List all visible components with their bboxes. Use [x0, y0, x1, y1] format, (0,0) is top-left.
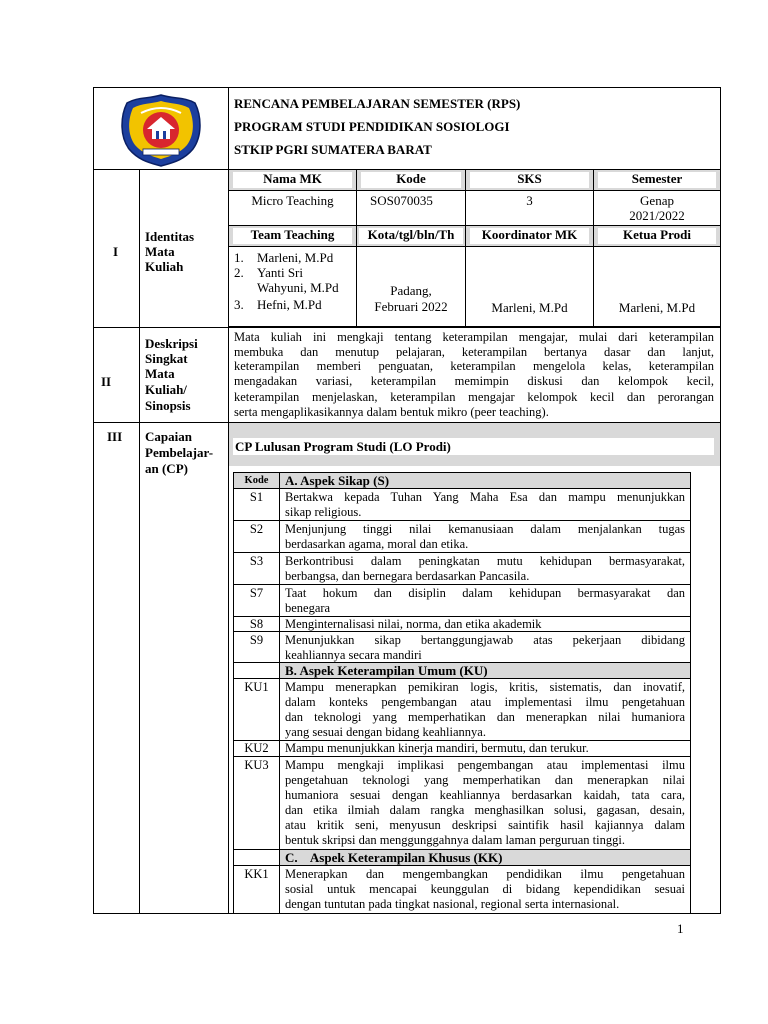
row-code-s8: S8 [249, 617, 264, 631]
cp-title: CP Lulusan Program Studi (LO Prodi) [235, 439, 451, 454]
team-item-2-name-line1: Yanti Sri [257, 265, 304, 280]
row-text-kk1-line1: Menerapkan dan mengembangkan pendidikan ilmu pengetahuan [285, 867, 685, 881]
team-item-2-name-line2: Wahyuni, M.Pd [257, 280, 339, 295]
identity-value-nama-mk: Micro Teaching [251, 193, 334, 208]
row-text-s3-line1: Berkontribusi dalam peningkatan mutu kehidupan bermasyarakat, [285, 554, 685, 568]
row-text-kk1-line2: sosial untuk mencapai keunggulan di bidang kependidikan sesuai [285, 882, 685, 896]
row-text-ku3-line3: humaniora sesuai dengan keahliannya berdasarkan kaidah, tata cara, [285, 788, 685, 802]
section2-label-line5: Sinopsis [145, 398, 191, 413]
section2-label-line1: Deskripsi [145, 336, 198, 351]
row-code-ku2: KU2 [244, 741, 269, 755]
description-line2: membuka dan menutup pelajaran, keterampilan bertanya dasar dan lanjut, [234, 345, 714, 359]
identity-value-sks: 3 [526, 193, 533, 208]
identity-header-koordinator: Koordinator MK [465, 225, 594, 247]
row-text-s9-line1: Menunjukkan sikap bertanggungjawab atas pekerjaan dibidang [285, 633, 685, 647]
identity-header-team-teaching: Team Teaching [228, 225, 357, 247]
row-code-s7: S7 [249, 586, 264, 600]
row-divider-1 [93, 327, 721, 328]
section2-label-line2: Singkat [145, 351, 188, 366]
kode-header: Kode [244, 475, 269, 486]
team-item-1-number: 1. [234, 250, 244, 265]
section1-number: I [113, 244, 119, 259]
team-item-3-name: Hefni, M.Pd [257, 297, 322, 312]
header-title-line1: RENCANA PEMBELAJARAN SEMESTER (RPS) [234, 96, 521, 111]
team-item-1-name: Marleni, M.Pd [257, 250, 334, 265]
section3-label-line3: an (CP) [145, 461, 188, 476]
row-code-kk1: KK1 [244, 867, 269, 881]
description-line4: mengadakan variasi, keterampilan memimpin diskusi dan kelompok kecil, [234, 374, 714, 388]
row-code-ku3: KU3 [244, 758, 269, 772]
description-line3: keterampilan memberi penguatan, keterampilan mengelola kelas, keterampilan [234, 359, 714, 373]
row-text-ku3-line5: atau kritik seni, menyusun deskripsi saintifik hasil kajiannya dalam [285, 818, 685, 832]
section2-label-line3: Mata [145, 366, 175, 381]
section3-number: III [107, 429, 123, 444]
row-code-s9: S9 [249, 633, 264, 647]
description-line1: Mata kuliah ini mengkaji tentang keterampilan mengajar, mulai dari keterampilan [234, 330, 714, 344]
identity-value-kode: SOS070035 [370, 193, 433, 208]
row-text-ku3-line4: dan etika ilmiah dalam rangka menghasilkan solusi, gagasan, desain, [285, 803, 685, 817]
kota-line1: Padang, [390, 283, 432, 298]
identity-header-nama-mk: Nama MK [228, 169, 357, 191]
header-title-line2: PROGRAM STUDI PENDIDIKAN SOSIOLOGI [234, 119, 510, 134]
row-text-kk1-line3: dengan tuntutan pada tingkat nasional, regional serta internasional. [285, 897, 620, 911]
header-title-line3: STKIP PGRI SUMATERA BARAT [234, 142, 432, 157]
row-text-ku1-line3: dan teknologi yang memperhatikan dan menerapkan nilai humaniora [285, 710, 685, 724]
row-text-ku3-line6: bentuk skripsi dan menggunggahnya dalam laman perguruan tinggi. [285, 833, 625, 847]
row-text-s3-line2: berbangsa, dan bernegara berdasarkan Pancasila. [285, 569, 530, 583]
row-text-s2-line1: Menjunjung tinggi nilai kemanusiaan dalam menjalankan tugas [285, 522, 685, 536]
row-code-s3: S3 [249, 554, 264, 568]
team-item-3-number: 3. [234, 297, 244, 312]
row-text-ku1-line4: yang sesuai dengan bidang keahliannya. [285, 725, 486, 739]
row-text-s8-line1: Menginternalisasi nilai, norma, dan etika akademik [285, 617, 542, 631]
row-text-s9-line2: keahliannya secara mandiri [285, 648, 422, 662]
koordinator-name: Marleni, M.Pd [491, 300, 568, 315]
team-item-2-number: 2. [234, 265, 244, 280]
section2-label-line4: Kuliah/ [145, 382, 187, 397]
row-text-ku3-line1: Mampu mengkaji implikasi pengembangan atau implementasi ilmu [285, 758, 685, 772]
group-a-title: A. Aspek Sikap (S) [285, 473, 390, 488]
row-code-s2: S2 [249, 522, 264, 536]
row-text-ku1-line2: dalam konteks pengembangan atau implementasi ilmu pengetahuan [285, 695, 685, 709]
kota-line2: Februari 2022 [374, 299, 448, 314]
row-text-s1-line2: sikap religious. [285, 505, 362, 519]
row-code-s1: S1 [249, 490, 264, 504]
group-c-title: C. Aspek Keterampilan Khusus (KK) [285, 850, 503, 865]
description-line6: serta mengaplikasikannya dalam bentuk mikro (peer teaching). [234, 405, 549, 419]
col-divider-a [139, 169, 140, 914]
group-b-title: B. Aspek Keterampilan Umum (KU) [285, 663, 488, 678]
page-number: 1 [677, 921, 684, 936]
description-line5: keterampilan menjelaskan, keterampilan mengajar kelompok kecil dan perorangan [234, 390, 714, 404]
identity-value-semester-line1: Genap [640, 193, 674, 208]
stkip-pgri-logo-icon [119, 93, 203, 167]
row-text-ku3-line2: pengetahuan teknologi yang memperhatikan dan menerapkan nilai [285, 773, 685, 787]
section1-label-line3: Kuliah [145, 259, 184, 274]
row-text-s7-line1: Taat hokum dan disiplin dalam kehidupan bermasyarakat dan [285, 586, 685, 600]
identity-header-kota: Kota/tgl/bln/Th [356, 225, 466, 247]
row-text-s7-line2: benegara [285, 601, 331, 615]
identity-value-semester-line2: 2021/2022 [629, 208, 685, 223]
row-text-ku2-line1: Mampu menunjukkan kinerja mandiri, bermutu, dan terukur. [285, 741, 589, 755]
row-code-ku1: KU1 [244, 680, 269, 694]
row-text-ku1-line1: Mampu menerapkan pemikiran logis, kritis, sistematis, dan inovatif, [285, 680, 685, 694]
row-text-s2-line2: berdasarkan agama, moral dan etika. [285, 537, 469, 551]
section3-label-line1: Capaian [145, 429, 192, 444]
section3-label-line2: Pembelajar- [145, 445, 214, 460]
identity-header-kode: Kode [356, 169, 466, 191]
identity-header-semester: Semester [593, 169, 721, 191]
identity-header-ketua-prodi: Ketua Prodi [593, 225, 721, 247]
section1-label-line2: Mata [145, 244, 175, 259]
section2-number: II [101, 374, 112, 389]
ketua-prodi-name: Marleni, M.Pd [618, 300, 696, 315]
row-text-s1-line1: Bertakwa kepada Tuhan Yang Maha Esa dan mampu menunjukkan [285, 490, 685, 504]
section1-label-line1: Identitas [145, 229, 195, 244]
identity-header-sks: SKS [465, 169, 594, 191]
